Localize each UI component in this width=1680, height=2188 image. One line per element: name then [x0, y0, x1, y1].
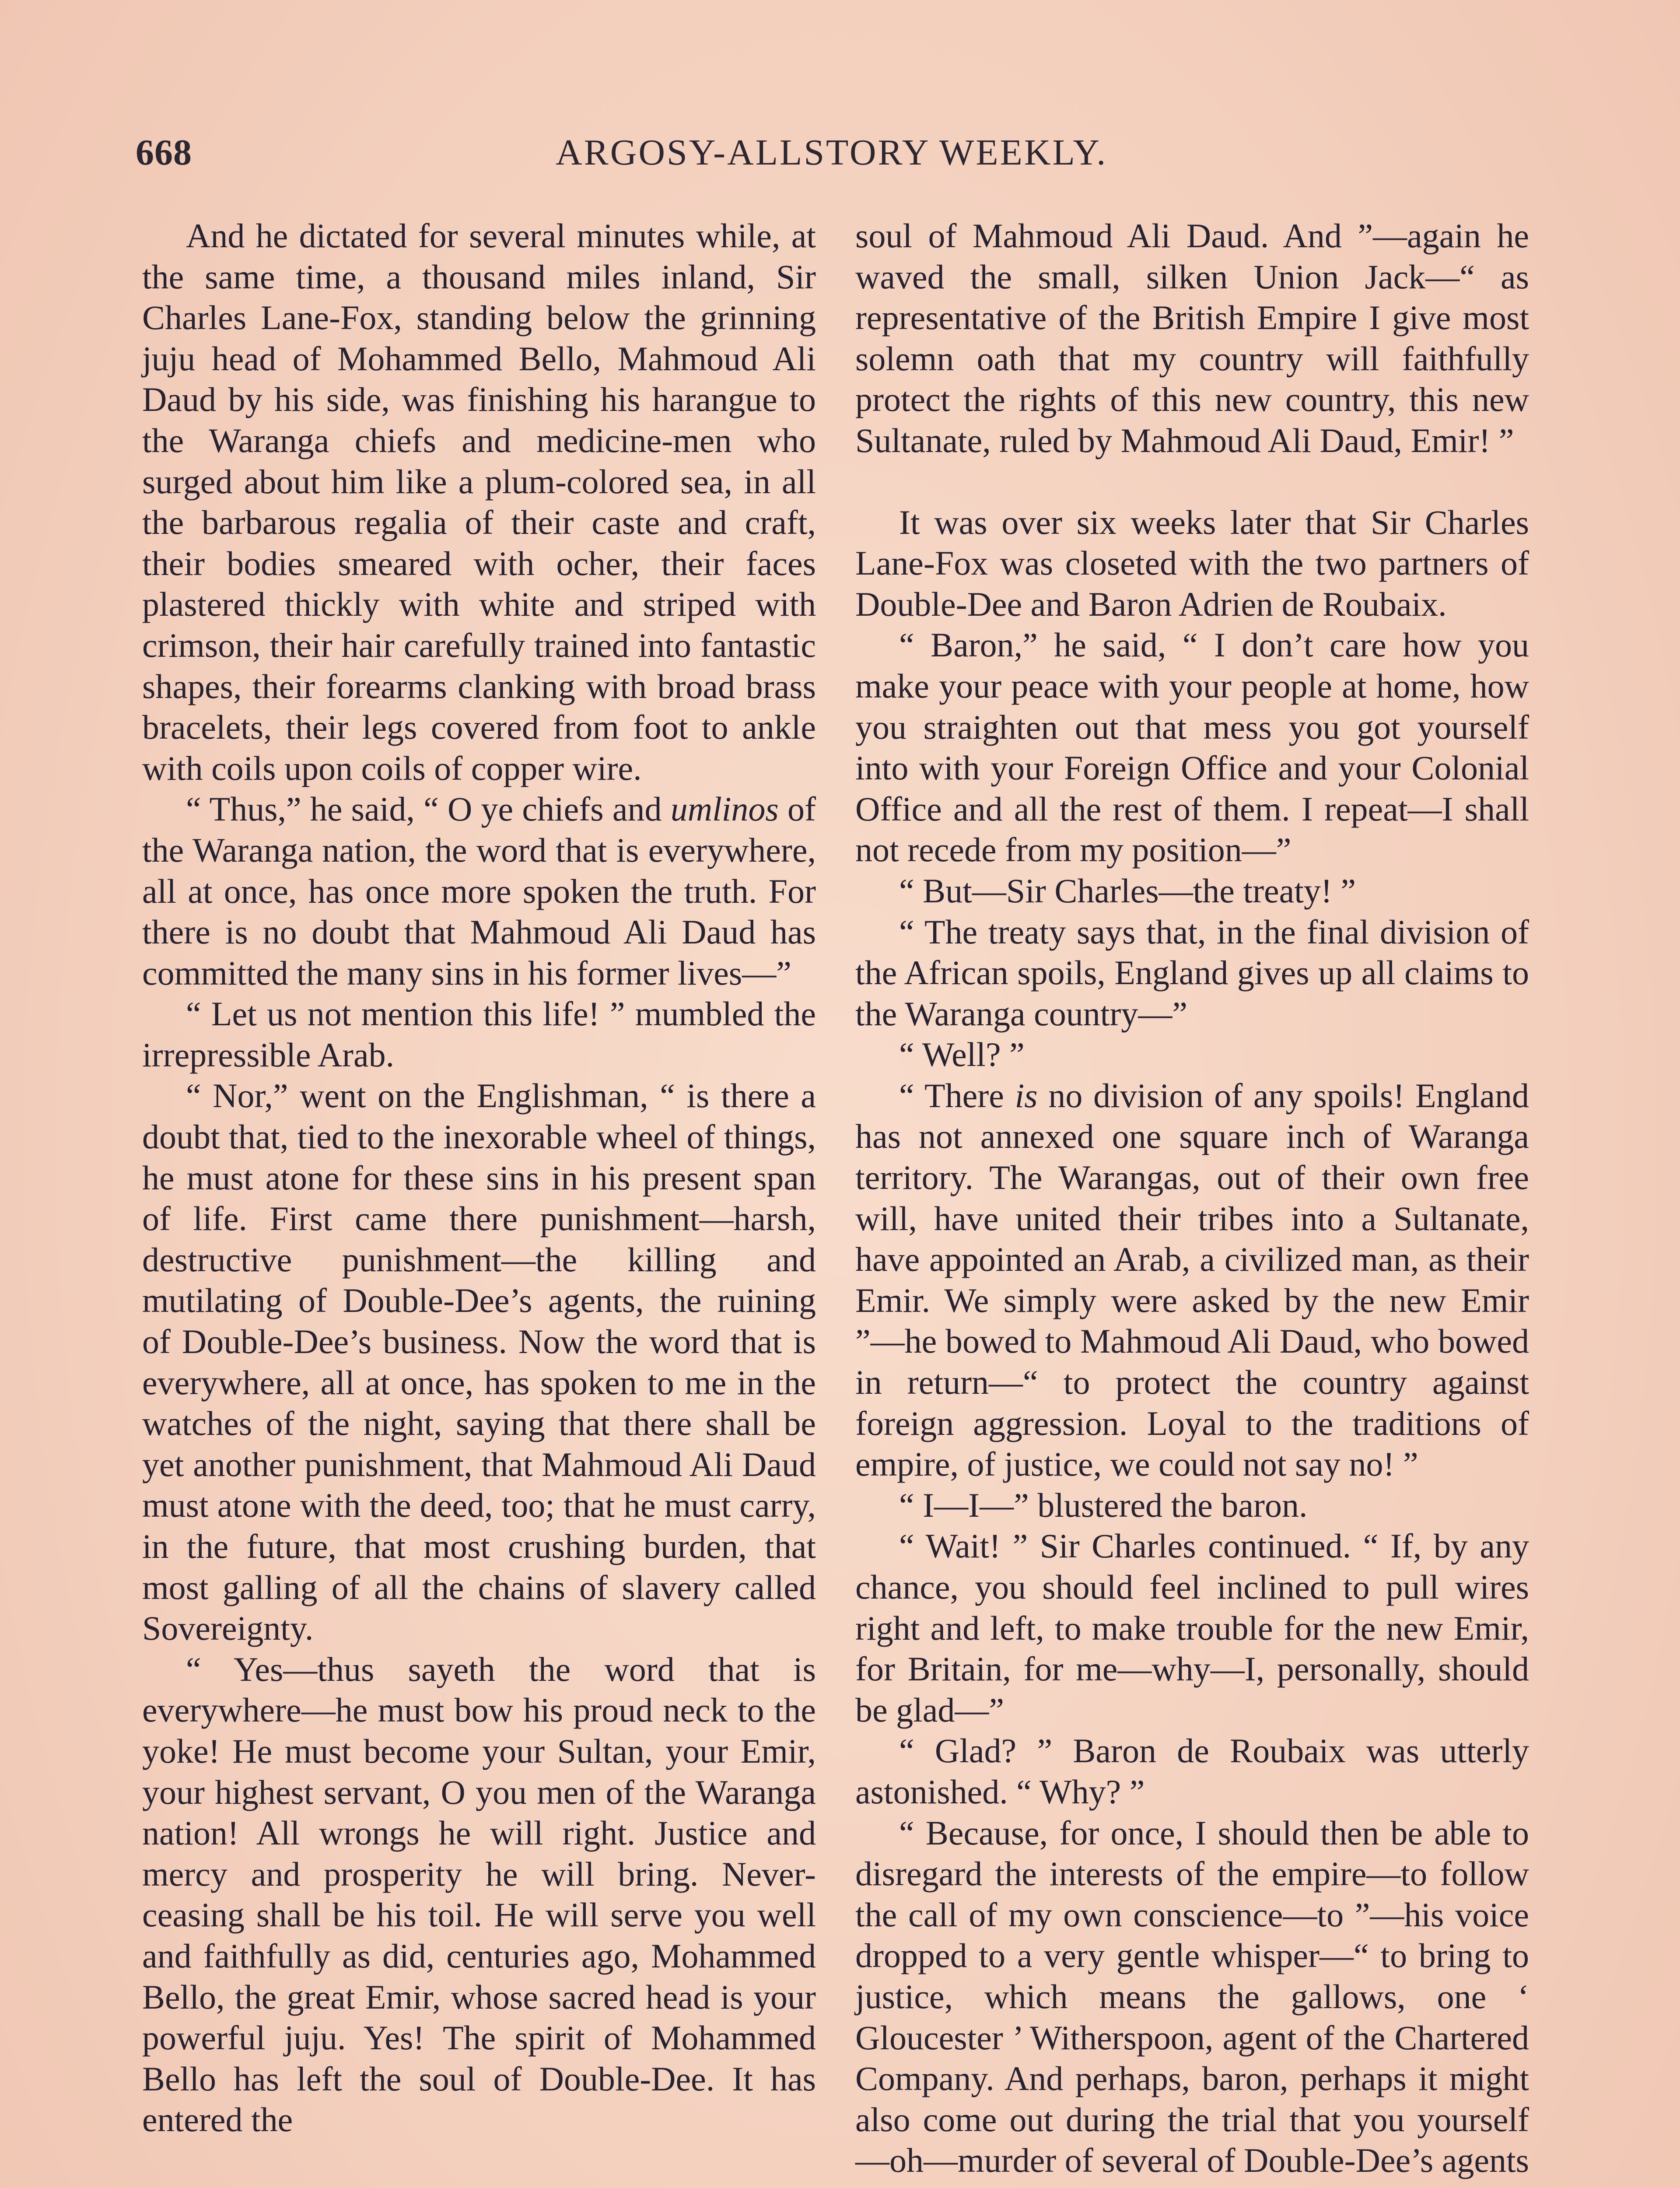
paragraph: “ Well? ” — [899, 1035, 1025, 1074]
paragraph: “ Glad? ” Baron de Roubaix was utterly astonished. “ Why? ” — [855, 1732, 1529, 1811]
paragraph: “ Nor,” went on the Englishman, “ is there a doubt that, tied to the inexorable wheel of things, he must atone for these sins in his present span of life. First came there punishment—harsh, destructive punishment—the killing and mutilating of Double-Dee’s agents, the ruining of Double-Dee’s business. Now the word that is everywhere, all at once, has spoken to me in the watches of the night, saying that there shall be yet another punishment, that Mahmoud Ali Daud must atone with the deed, too; that he must carry, in the future, that most crushing burden, that most galling of all the chains of slavery called Sovereignty. — [142, 1076, 816, 1648]
paragraph: “ The treaty says that, in the final division of the African spoils, England gives up all claims to the Waranga country—” — [855, 912, 1529, 1033]
text-run: “ Thus,” he said, “ O ye chiefs and — [186, 790, 671, 828]
paragraph: soul of Mahmoud Ali Daud. And ”—again he waved the small, silken Union Jack—“ as representative of the British Empire I give most solemn oath that my country will faithfully protect the rights of this new country, this new Sultanate, ruled by Mahmoud Ali Daud, Emir! ” — [855, 217, 1529, 459]
paragraph: “ But—Sir Charles—the treaty! ” — [899, 871, 1356, 910]
paragraph: “ Because, for once, I should then be able to disregard the interests of the empire—to follow the call of my own conscience—to ”—his voice dropped to a very gentle whisper—“ to bring to justice, which means the gallows, one ‘ Gloucester ’ Witherspoon, agent of the Chartered Company. And perhaps, baron, perhaps it might also come out during the trial that you yourself—oh—murder of several of Double-Dee’s agents — [855, 1813, 1530, 2180]
paragraph: “ Baron,” he said, “ I don’t care how you make your peace with your people at home, how you straighten out that mess you got yourself into with your Foreign Office and your Colonial Office and all the rest of them. I repeat—I shall not recede from my position—” — [855, 626, 1529, 869]
paragraph: “ Wait! ” Sir Charles continued. “ If, by any chance, you should feel inclined to pull wires right and left, to make trouble for the new Emir, for Britain, for me—why—I, personally, should be glad—” — [855, 1527, 1529, 1729]
paragraph: And he dictated for several minutes while, at the same time, a thousand miles inland, Sir Charles Lane-Fox, standing below the grinning juju head of Mohammed Bello, Mahmoud Ali Daud by his side, was finishing his harangue to the Waranga chiefs and medicine-men who surged about him like a plum-colored sea, in all the barbarous regalia of their caste and craft, their bodies smeared with ocher, their faces plastered thickly with white and striped with crimson, their hair carefully trained into fantastic shapes, their forearms clanking with broad brass bracelets, their legs covered from foot to ankle with coils upon coils of copper wire. — [142, 217, 816, 787]
paragraph: It was over six weeks later that Sir Charles Lane-Fox was closeted with the two partners of Double-Dee and Baron Adrien de Roubaix. — [855, 503, 1529, 623]
italic-word: is — [1015, 1076, 1038, 1115]
paragraph: “ I—I—” blustered the baron. — [899, 1486, 1308, 1524]
right-column — [855, 215, 1529, 2181]
paragraph — [855, 1075, 1529, 1485]
paragraph — [142, 789, 816, 993]
text-run: “ There — [899, 1076, 1015, 1115]
italic-word: umlinos — [670, 790, 779, 828]
text-run: of the Waranga nation, the word that is everywhere, all at once, has once more spoken the truth. For there is no doubt that Mahmoud Ali Daud has committed the many sins in his former lives—” — [142, 790, 816, 992]
left-column — [142, 215, 816, 2140]
text-run: no division of any spoils! England has not annexed one square inch of Waranga territory. The Warangas, out of their own free will, have united their tribes into a Sultanate, have appointed an Arab, a civilized man, as their Emir. We simply were asked by the new Emir ”—he bowed to Mahmoud Ali Daud, who bowed in return—“ to protect the country against foreign aggression. Loyal to the traditions of empire, of justice, we could not say no! ” — [855, 1076, 1529, 1483]
paragraph: “ Let us not mention this life! ” mumbled the irrepressible Arab. — [142, 995, 816, 1074]
paragraph: “ Yes—thus sayeth the word that is everywhere—he must bow his proud neck to the yoke! He must become your Sultan, your Emir, your highest servant, O you men of the Waranga nation! All wrongs he will right. Justice and mercy and prosperity he will bring. Never-ceasing shall be his toil. He will serve you well and faithfully as did, centuries ago, Mohammed Bello, the great Emir, whose sacred head is your powerful juju. Yes! The spirit of Mohammed Bello has left the soul of Double-Dee. It has entered the — [142, 1650, 816, 2139]
page-number: 668 — [136, 132, 192, 173]
running-title: ARGOSY-ALLSTORY WEEKLY. — [556, 132, 1108, 173]
page-header — [136, 131, 1549, 179]
